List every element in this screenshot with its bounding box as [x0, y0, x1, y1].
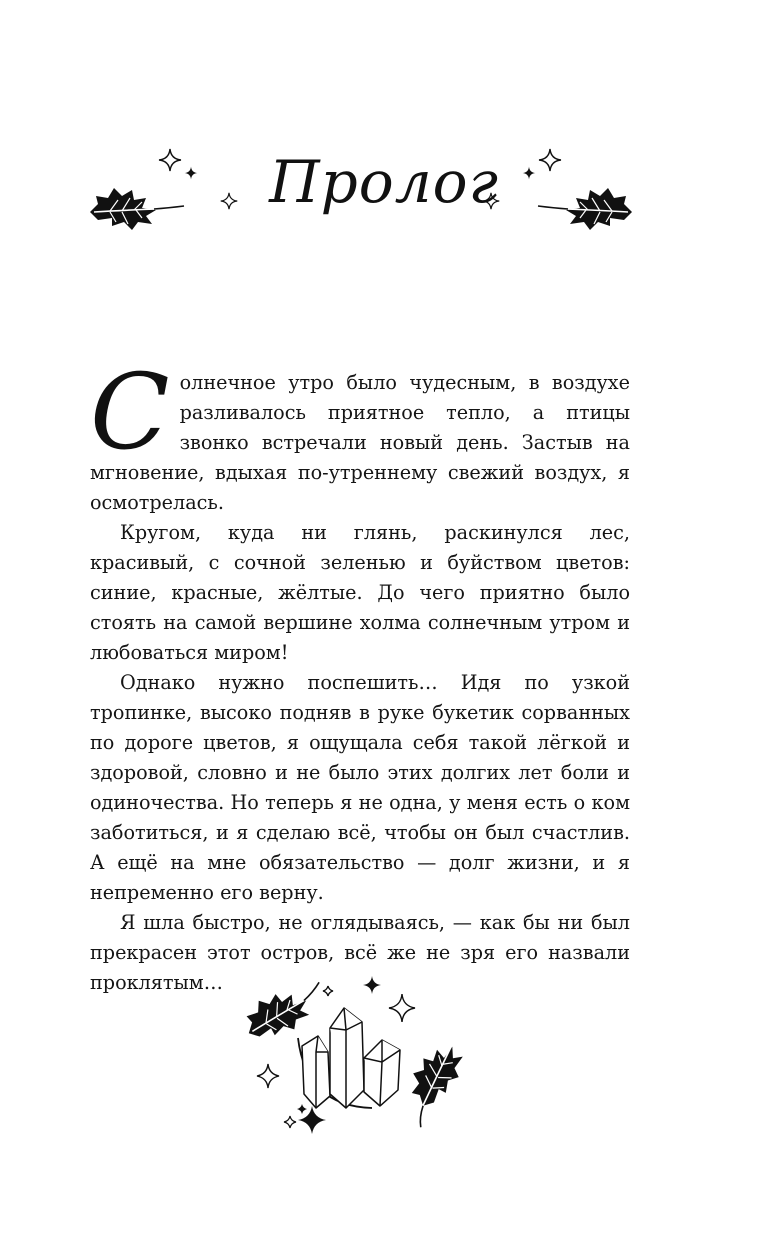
- paragraph: Кругом, куда ни глянь, раскинулся лес, красивый, с сочной зеленью и буйством цветов: синие, красные, жёлтые. До чего приятно было стоять на самой вершине холма солнечным утром и любоваться миром!: [90, 521, 630, 664]
- paragraph-text: олнечное утро было чудесным, в воздухе разливалось приятное тепло, а птицы звонко встречали новый день. Застыв на мгновение, вдыхая по-утреннему свежий воздух, я осмотрелась.: [90, 371, 630, 514]
- chapter-header: [0, 130, 768, 250]
- chapter-body: [90, 351, 630, 998]
- holly-leaf-left-icon: [86, 182, 186, 232]
- sparkle-icon: [158, 148, 182, 172]
- paragraph: Я шла быстро, не оглядываясь, — как бы ни был прекрасен этот остров, всё же не зря его назвали проклятым…: [90, 911, 630, 994]
- drop-cap: С: [90, 351, 170, 473]
- paragraph: Однако нужно поспешить… Идя по узкой тропинке, высоко подняв в руке букетик сорванных по дороге цветов, я ощущала себя такой лёгкой и здоровой, словно и не было этих долгих лет боли и одиночества. Но теперь я не одна, у меня есть о ком заботиться, и я сделаю всё, чтобы он был счастлив. А ещё на мне обязательство — долг жизни, и я непременно его верну.: [90, 671, 630, 904]
- crystal-leaves-icon: [232, 966, 472, 1136]
- chapter-title: Пролог: [269, 148, 499, 216]
- sparkle-icon: [184, 166, 198, 180]
- paragraph: [90, 351, 630, 518]
- sparkle-icon: [538, 148, 562, 172]
- holly-leaf-right-icon: [536, 182, 636, 232]
